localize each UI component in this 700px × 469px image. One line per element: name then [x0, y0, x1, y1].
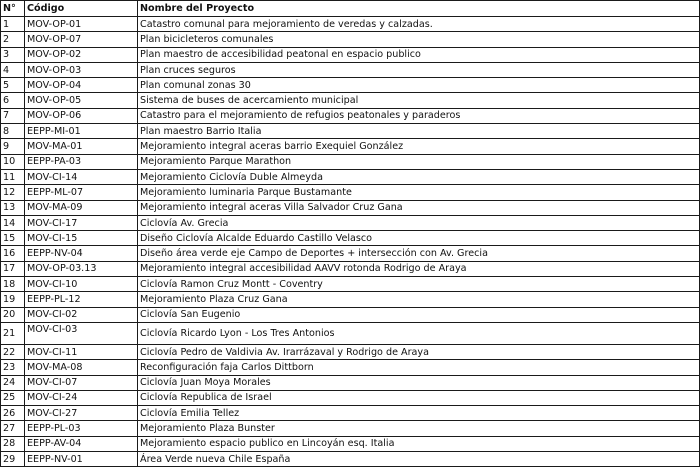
table-row	[1, 452, 700, 467]
row-code: MOV-CI-17	[25, 215, 138, 230]
table-row	[1, 32, 700, 47]
row-project-name: Mejoramiento integral accesibilidad AAVV rotonda Rodrigo de Araya	[138, 261, 700, 276]
row-project-name: Mejoramiento Plaza Bunster	[138, 421, 700, 436]
row-project-name: Ciclovía San Eugenio	[138, 307, 700, 322]
header-project-name: Nombre del Proyecto	[138, 1, 700, 17]
table-header-row	[1, 1, 700, 17]
row-number: 19	[1, 292, 25, 307]
row-number: 9	[1, 139, 25, 154]
row-project-name: Ciclovía Av. Grecia	[138, 215, 700, 230]
row-project-name: Mejoramiento integral aceras barrio Exequiel González	[138, 139, 700, 154]
row-project-name: Diseño Ciclovía Alcalde Eduardo Castillo Velasco	[138, 231, 700, 246]
row-code: MOV-CI-07	[25, 375, 138, 390]
row-code: EEPP-AV-04	[25, 436, 138, 451]
row-code: MOV-MA-08	[25, 360, 138, 375]
row-project-name: Ciclovía Pedro de Valdivia Av. Irarrázaval y Rodrigo de Araya	[138, 344, 700, 359]
table-row	[1, 124, 700, 139]
row-number: 28	[1, 436, 25, 451]
row-project-name: Plan bicicleteros comunales	[138, 32, 700, 47]
row-code: EEPP-ML-07	[25, 185, 138, 200]
table-row	[1, 200, 700, 215]
row-number: 18	[1, 277, 25, 292]
table-row	[1, 307, 700, 322]
row-project-name: Mejoramiento Plaza Cruz Gana	[138, 292, 700, 307]
table-row	[1, 322, 700, 344]
table-row	[1, 231, 700, 246]
table-row	[1, 154, 700, 169]
row-project-name: Área Verde nueva Chile España	[138, 452, 700, 467]
row-code: MOV-CI-02	[25, 307, 138, 322]
row-code: MOV-CI-24	[25, 390, 138, 405]
row-project-name: Ciclovía Ramon Cruz Montt - Coventry	[138, 277, 700, 292]
row-number: 27	[1, 421, 25, 436]
row-number: 12	[1, 185, 25, 200]
row-number: 7	[1, 108, 25, 123]
row-number: 2	[1, 32, 25, 47]
row-project-name: Diseño área verde eje Campo de Deportes + intersección con Av. Grecia	[138, 246, 700, 261]
row-code: EEPP-NV-01	[25, 452, 138, 467]
row-number: 29	[1, 452, 25, 467]
row-code: EEPP-NV-04	[25, 246, 138, 261]
row-project-name: Reconfiguración faja Carlos Dittborn	[138, 360, 700, 375]
table-row	[1, 62, 700, 77]
row-number: 10	[1, 154, 25, 169]
row-project-name: Sistema de buses de acercamiento municipal	[138, 93, 700, 108]
table-row	[1, 78, 700, 93]
row-code: MOV-CI-10	[25, 277, 138, 292]
table-row	[1, 421, 700, 436]
table-row	[1, 185, 700, 200]
table-body	[1, 17, 700, 467]
table-row	[1, 108, 700, 123]
row-project-name: Plan maestro Barrio Italia	[138, 124, 700, 139]
table-row	[1, 215, 700, 230]
table-row	[1, 261, 700, 276]
row-project-name: Mejoramiento espacio publico en Lincoyán esq. Italia	[138, 436, 700, 451]
row-number: 22	[1, 344, 25, 359]
row-number: 20	[1, 307, 25, 322]
row-number: 11	[1, 169, 25, 184]
row-code: MOV-MA-01	[25, 139, 138, 154]
row-number: 26	[1, 406, 25, 421]
row-code: MOV-OP-03	[25, 62, 138, 77]
table-row	[1, 406, 700, 421]
row-project-name: Mejoramiento Ciclovía Duble Almeyda	[138, 169, 700, 184]
table-row	[1, 292, 700, 307]
row-code: EEPP-PL-12	[25, 292, 138, 307]
row-number: 24	[1, 375, 25, 390]
row-project-name: Mejoramiento Parque Marathon	[138, 154, 700, 169]
row-code: MOV-OP-05	[25, 93, 138, 108]
table-row	[1, 436, 700, 451]
row-code: EEPP-PA-03	[25, 154, 138, 169]
row-code: MOV-CI-27	[25, 406, 138, 421]
row-code: MOV-MA-09	[25, 200, 138, 215]
row-code: EEPP-PL-03	[25, 421, 138, 436]
row-code: MOV-OP-03.13	[25, 261, 138, 276]
header-code: Código	[25, 1, 138, 17]
row-project-name: Catastro comunal para mejoramiento de veredas y calzadas.	[138, 17, 700, 32]
row-project-name: Mejoramiento luminaria Parque Bustamante	[138, 185, 700, 200]
table-row	[1, 360, 700, 375]
row-number: 8	[1, 124, 25, 139]
row-code: MOV-OP-02	[25, 47, 138, 62]
row-number: 16	[1, 246, 25, 261]
table-row	[1, 246, 700, 261]
row-code: MOV-CI-03	[25, 322, 138, 344]
row-code: MOV-CI-14	[25, 169, 138, 184]
table-row	[1, 277, 700, 292]
row-number: 3	[1, 47, 25, 62]
table-row	[1, 139, 700, 154]
row-number: 6	[1, 93, 25, 108]
row-code: EEPP-MI-01	[25, 124, 138, 139]
row-number: 4	[1, 62, 25, 77]
table-row	[1, 375, 700, 390]
row-code: MOV-OP-07	[25, 32, 138, 47]
header-number: N°	[1, 1, 25, 17]
row-code: MOV-OP-01	[25, 17, 138, 32]
row-number: 13	[1, 200, 25, 215]
row-code: MOV-OP-06	[25, 108, 138, 123]
row-project-name: Ciclovía Juan Moya Morales	[138, 375, 700, 390]
row-project-name: Mejoramiento integral aceras Villa Salvador Cruz Gana	[138, 200, 700, 215]
row-number: 14	[1, 215, 25, 230]
row-project-name: Ciclovía Ricardo Lyon - Los Tres Antonios	[138, 322, 700, 344]
table-row	[1, 390, 700, 405]
row-project-name: Plan cruces seguros	[138, 62, 700, 77]
table-row	[1, 17, 700, 32]
table-row	[1, 47, 700, 62]
row-number: 5	[1, 78, 25, 93]
row-number: 1	[1, 17, 25, 32]
row-code: MOV-CI-15	[25, 231, 138, 246]
row-project-name: Ciclovía Republica de Israel	[138, 390, 700, 405]
row-number: 21	[1, 322, 25, 344]
row-number: 15	[1, 231, 25, 246]
table-row	[1, 169, 700, 184]
table-row	[1, 93, 700, 108]
row-project-name: Plan comunal zonas 30	[138, 78, 700, 93]
row-code: MOV-CI-11	[25, 344, 138, 359]
row-code: MOV-OP-04	[25, 78, 138, 93]
row-number: 25	[1, 390, 25, 405]
row-project-name: Catastro para el mejoramiento de refugios peatonales y paraderos	[138, 108, 700, 123]
row-project-name: Plan maestro de accesibilidad peatonal en espacio publico	[138, 47, 700, 62]
row-number: 23	[1, 360, 25, 375]
row-number: 17	[1, 261, 25, 276]
table-row	[1, 344, 700, 359]
row-project-name: Ciclovía Emilia Tellez	[138, 406, 700, 421]
